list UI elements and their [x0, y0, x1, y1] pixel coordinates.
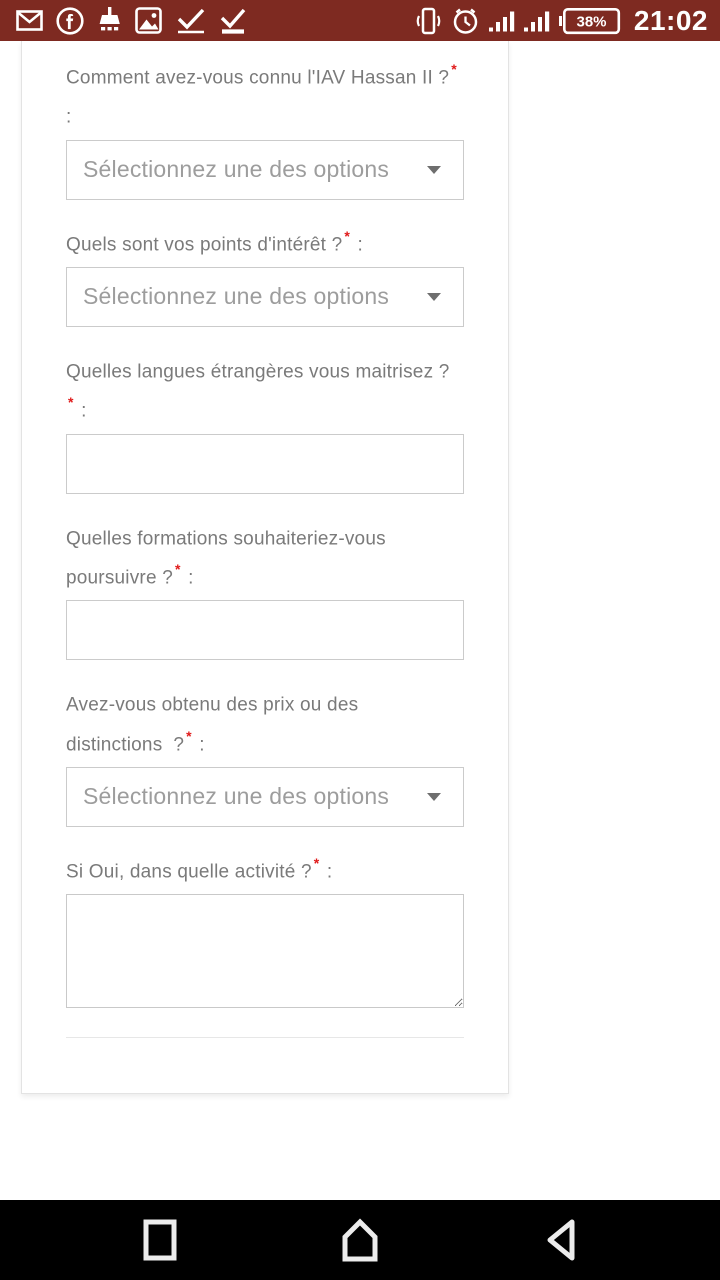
textarea-activite[interactable] — [66, 894, 464, 1008]
label-text: Avez-vous obtenu des prix ou des — [66, 694, 359, 716]
label-suffix: : — [321, 861, 333, 883]
gmail-icon — [16, 10, 43, 31]
label-text: Quels sont vos points d'intérêt ? — [66, 233, 343, 255]
android-nav-bar — [0, 1200, 720, 1280]
chevron-down-icon — [427, 166, 441, 174]
select-placeholder: Sélectionnez une des options — [83, 156, 390, 183]
battery-percent: 38% — [576, 13, 607, 30]
recents-square-icon — [143, 1219, 177, 1261]
label-suffix: : — [193, 733, 205, 755]
select-placeholder: Sélectionnez une des options — [83, 783, 390, 810]
label-text: Comment avez-vous connu l'IAV Hassan II ? — [66, 67, 450, 89]
label-suffix: : — [182, 567, 194, 589]
label-suffix: : — [75, 400, 87, 422]
section-divider — [66, 1037, 464, 1038]
label-text: : — [66, 106, 72, 128]
required-asterisk: * — [68, 394, 74, 411]
back-button[interactable] — [536, 1216, 584, 1264]
required-asterisk: * — [174, 560, 181, 577]
select-how-known[interactable] — [66, 140, 464, 200]
select-interests[interactable] — [66, 267, 464, 327]
label-suffix: : — [352, 233, 364, 255]
signal-bars-icon — [489, 9, 515, 33]
field-label — [66, 349, 464, 428]
input-formations[interactable] — [66, 600, 464, 660]
form-field-how-known — [66, 55, 464, 200]
form-field-activite — [66, 849, 464, 1013]
form-field-prix-distinctions — [66, 682, 464, 827]
required-asterisk: * — [344, 227, 351, 244]
status-bar — [0, 0, 720, 41]
field-label — [66, 55, 464, 134]
facebook-icon — [56, 7, 84, 35]
required-asterisk: * — [186, 727, 192, 744]
form-field-interests — [66, 222, 464, 327]
gallery-icon — [135, 7, 162, 34]
label-text: Si Oui, dans quelle activité ? — [66, 861, 312, 883]
clock-time: 21:02 — [633, 5, 708, 36]
home-icon — [341, 1218, 379, 1262]
input-languages[interactable] — [66, 434, 464, 494]
required-asterisk: * — [313, 854, 320, 871]
signal-bars-icon — [524, 9, 550, 33]
home-button[interactable] — [336, 1216, 384, 1264]
check-underline-icon — [219, 7, 247, 34]
notification-icons — [16, 7, 247, 35]
form-field-languages — [66, 349, 464, 494]
form-card — [21, 41, 509, 1094]
chevron-down-icon — [427, 793, 441, 801]
field-label — [66, 849, 464, 888]
form-page — [0, 41, 720, 1200]
battery-icon — [559, 7, 621, 35]
label-text: Quelles formations souhaiteriez-vous — [66, 527, 386, 549]
cleaner-icon — [97, 7, 122, 34]
required-asterisk: * — [451, 61, 457, 77]
check-underline-icon — [175, 7, 206, 34]
field-label — [66, 222, 464, 261]
select-prix-distinctions[interactable] — [66, 767, 464, 827]
recents-button[interactable] — [136, 1216, 184, 1264]
form-field-formations — [66, 516, 464, 661]
label-text: poursuivre ? — [66, 567, 173, 589]
alarm-icon — [451, 6, 480, 35]
back-triangle-icon — [543, 1217, 577, 1263]
select-placeholder: Sélectionnez une des options — [83, 283, 390, 310]
field-label — [66, 516, 464, 595]
vibrate-icon — [415, 6, 442, 36]
label-text: Quelles langues étrangères vous maitrisez ? — [66, 361, 450, 383]
system-status-icons — [415, 0, 708, 41]
label-text: distinctions ? — [66, 733, 185, 755]
field-label — [66, 682, 464, 761]
chevron-down-icon — [427, 293, 441, 301]
